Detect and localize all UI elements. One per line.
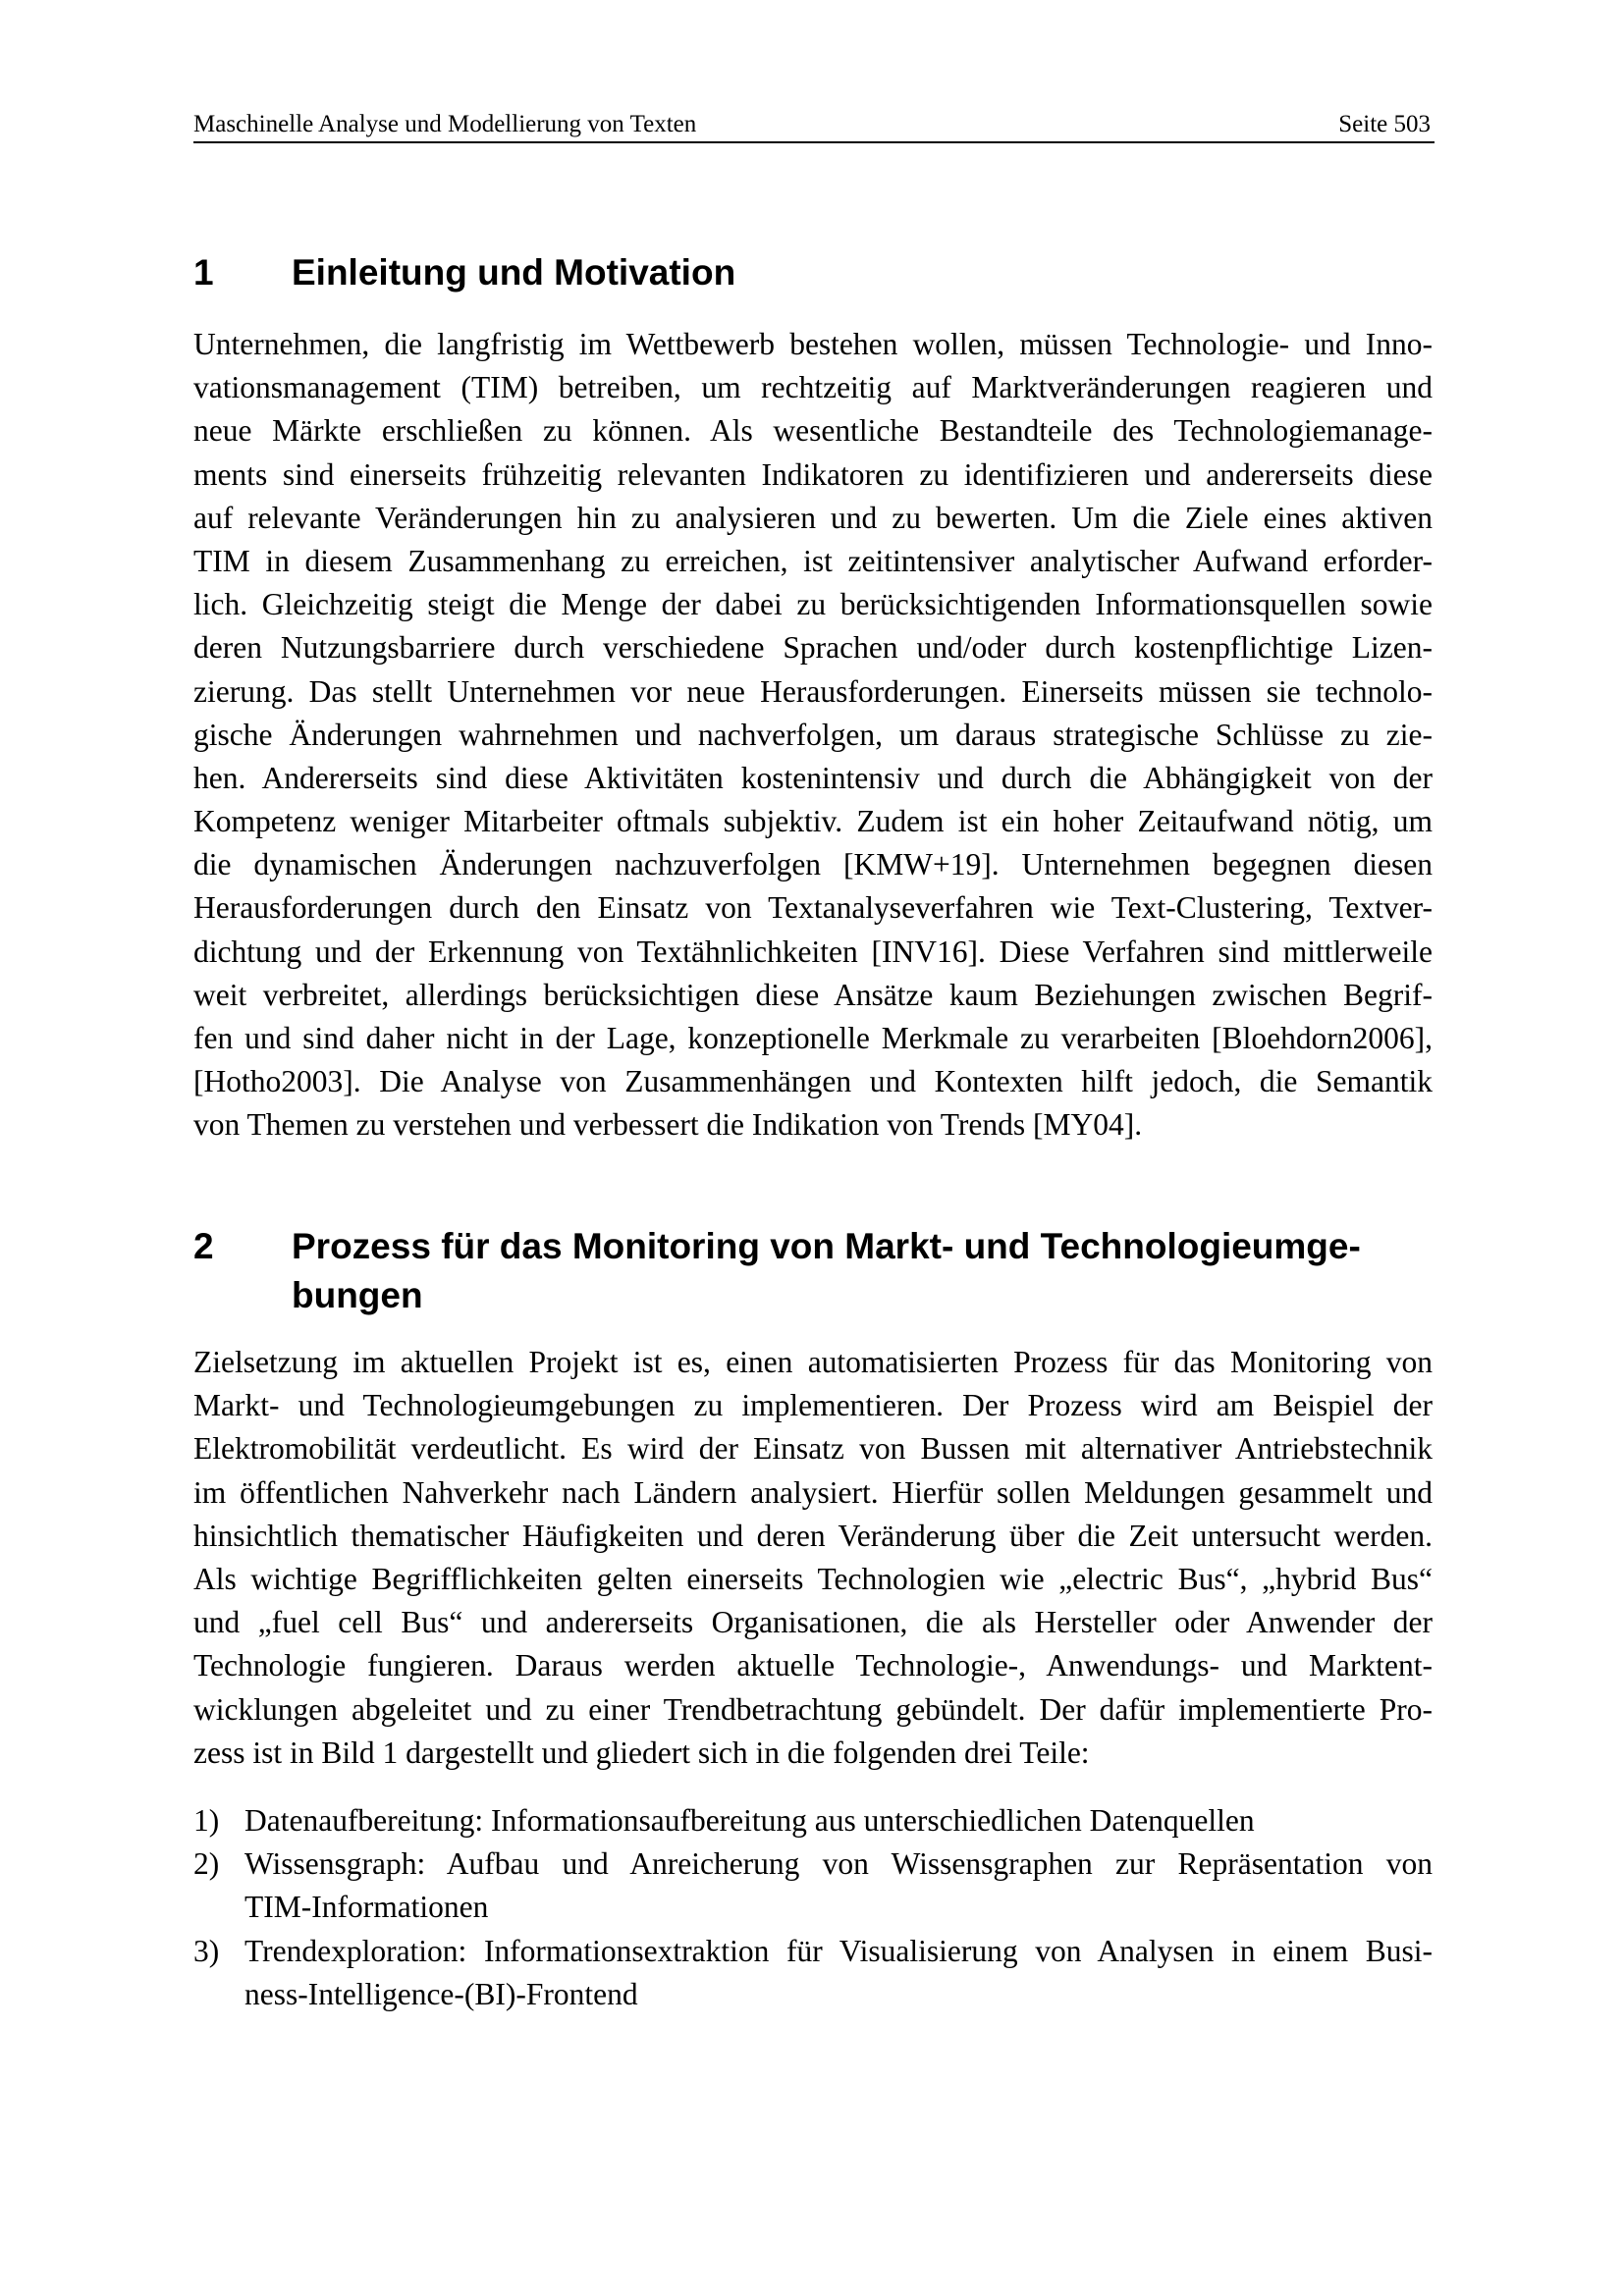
- text-line: [Hotho2003]. Die Analyse von Zusammenhängen und Kontexten hilft jedoch, die Semantik: [193, 1064, 1433, 1099]
- text-line: Als wichtige Begrifflichkeiten gelten einerseits Technologien wie „electric Bus“, „hybrid Bus“: [193, 1561, 1433, 1596]
- text-line: weit verbreitet, allerdings berücksichtigen diese Ansätze kaum Beziehungen zwischen Begrif-: [193, 977, 1433, 1012]
- section-number: 2: [193, 1226, 214, 1266]
- text-line: TIM-Informationen: [244, 1890, 489, 1925]
- list-item: [193, 1842, 1433, 1929]
- text-line: vationsmanagement (TIM) betreiben, um rechtzeitig auf Marktveränderungen reagieren und: [193, 370, 1433, 405]
- header-rule: [193, 141, 1435, 143]
- running-header-title: Maschinelle Analyse und Modellierung von Texten: [193, 111, 697, 137]
- text-line: lich. Gleichzeitig steigt die Menge der dabei zu berücksichtigenden Informationsquellen sowie: [193, 587, 1433, 622]
- text-line: deren Nutzungsbarriere durch verschiedene Sprachen und/oder durch kostenpflichtige Lizen-: [193, 630, 1433, 666]
- text-line: hen. Andererseits sind diese Aktivitäten kostenintensiv und durch die Abhängigkeit von der: [193, 760, 1433, 795]
- section-title-line: bungen: [292, 1275, 423, 1315]
- text-line: wicklungen abgeleitet und zu einer Trendbetrachtung gebündelt. Der dafür implementierte Pro-: [193, 1691, 1433, 1727]
- section-title-line: Einleitung und Motivation: [292, 252, 736, 293]
- list-item: [193, 1930, 1433, 2016]
- text-line: Unternehmen, die langfristig im Wettbewerb bestehen wollen, müssen Technologie- und Inno-: [193, 327, 1433, 361]
- text-line: neue Märkte erschließen zu können. Als wesentliche Bestandteile des Technologiemanage-: [193, 413, 1433, 449]
- text-line: ness-Intelligence-(BI)-Frontend: [244, 1976, 638, 2011]
- text-line: Herausforderungen durch den Einsatz von Textanalyseverfahren wie Text-Clustering, Textver-: [193, 890, 1433, 926]
- text-line: auf relevante Veränderungen hin zu analysieren und zu bewerten. Um die Ziele eines aktiven: [193, 500, 1433, 535]
- text-line: und „fuel cell Bus“ und andererseits Organisationen, die als Hersteller oder Anwender der: [193, 1605, 1433, 1640]
- text-line: Datenaufbereitung: Informationsaufbereitung aus unterschiedlichen Datenquellen: [244, 1803, 1255, 1838]
- text-line: die dynamischen Änderungen nachzuverfolgen [KMW+19]. Unternehmen begegnen diesen: [193, 847, 1433, 882]
- text-line: von Themen zu verstehen und verbessert die Indikation von Trends [MY04].: [193, 1107, 1143, 1143]
- list-item: [193, 1799, 1433, 1842]
- text-line: Zielsetzung im aktuellen Projekt ist es, einen automatisierten Prozess für das Monitoring von: [193, 1345, 1433, 1379]
- text-line: TIM in diesem Zusammenhang zu erreichen, ist zeitintensiver analytischer Aufwand erforder-: [193, 543, 1433, 578]
- text-line: fen und sind daher nicht in der Lage, konzeptionelle Merkmale zu verarbeiten [Bloehdorn2006],: [193, 1021, 1433, 1055]
- text-line: Technologie fungieren. Daraus werden aktuelle Technologie-, Anwendungs- und Marktent-: [193, 1648, 1433, 1683]
- text-line: Wissensgraph: Aufbau und Anreicherung von Wissensgraphen zur Repräsentation von: [244, 1846, 1433, 1882]
- list-marker: 2): [193, 1846, 220, 1882]
- text-line: dichtung und der Erkennung von Textähnlichkeiten [INV16]. Diese Verfahren sind mittlerweile: [193, 934, 1433, 969]
- text-line: ments sind einerseits frühzeitig relevanten Indikatoren zu identifizieren und andererseits diese: [193, 456, 1433, 492]
- section-title-line: Prozess für das Monitoring von Markt- und Technologieumge-: [292, 1226, 1361, 1266]
- text-line: zess ist in Bild 1 dargestellt und gliedert sich in die folgenden drei Teile:: [193, 1735, 1090, 1770]
- text-line: im öffentlichen Nahverkehr nach Ländern analysiert. Hierfür sollen Meldungen gesammelt und: [193, 1474, 1433, 1510]
- text-line: zierung. Das stellt Unternehmen vor neue Herausforderungen. Einerseits müssen sie technolo-: [193, 673, 1433, 709]
- text-line: Trendexploration: Informationsextraktion für Visualisierung von Analysen in einem Busi-: [244, 1933, 1433, 1968]
- running-header: [193, 110, 1433, 139]
- section-title: [292, 248, 1433, 297]
- section-number: 1: [193, 252, 214, 293]
- list-marker: 1): [193, 1803, 220, 1838]
- list-marker: 3): [193, 1933, 220, 1968]
- text-line: gische Änderungen wahrnehmen und nachverfolgen, um daraus strategische Schlüsse zu zie-: [193, 717, 1433, 752]
- numbered-list: [193, 1799, 1433, 2016]
- text-line: Kompetenz weniger Mitarbeiter oftmals subjektiv. Zudem ist ein hoher Zeitaufwand nötig, um: [193, 804, 1433, 839]
- section-1-paragraph: [193, 323, 1433, 1148]
- page-number: Seite 503: [1338, 111, 1431, 137]
- text-line: Markt- und Technologieumgebungen zu implementieren. Der Prozess wird am Beispiel der: [193, 1388, 1433, 1423]
- section-title: [292, 1222, 1433, 1320]
- section-2-paragraph: [193, 1341, 1433, 1775]
- text-line: Elektromobilität verdeutlicht. Es wird der Einsatz von Bussen mit alternativer Antriebstechnik: [193, 1431, 1433, 1467]
- text-line: hinsichtlich thematischer Häufigkeiten und deren Veränderung über die Zeit untersucht werden.: [193, 1518, 1433, 1553]
